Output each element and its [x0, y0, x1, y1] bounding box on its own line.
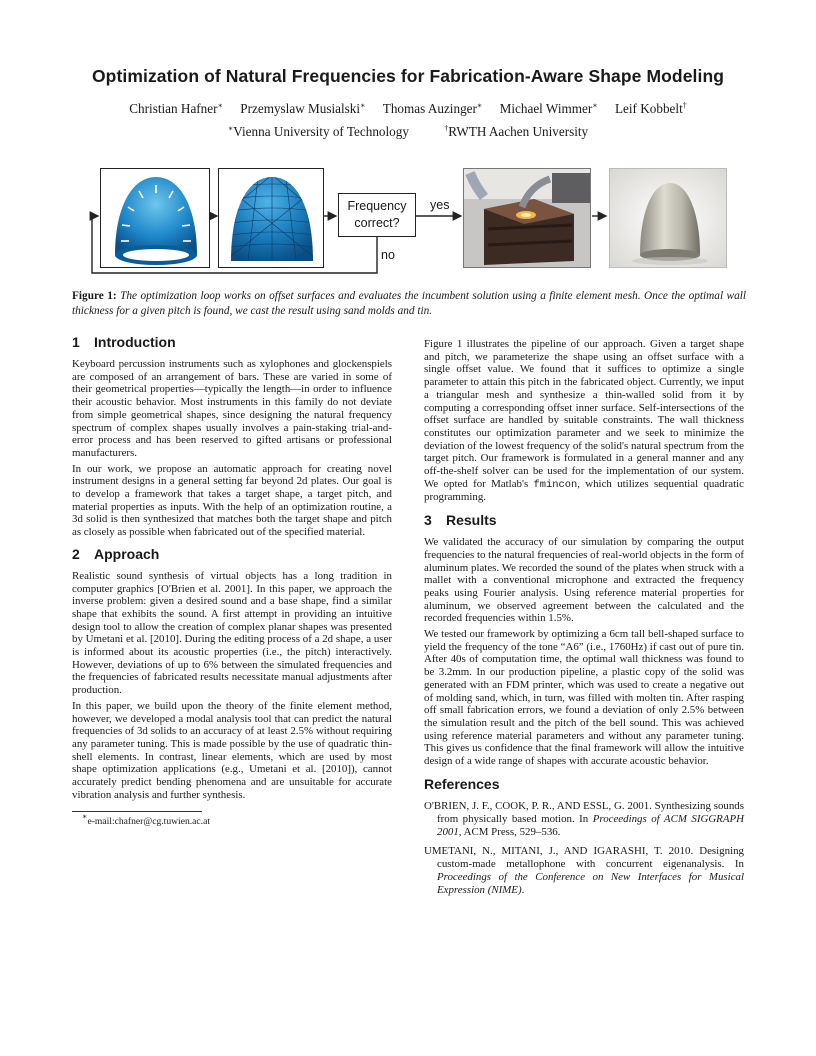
author-list	[60, 101, 756, 117]
finite-element-mesh-render	[218, 168, 324, 268]
paragraph: In this paper, we build upon the theory of the finite element method, however, we developed a modal analysis tool that can predict the natural frequencies of 3d solids to an accuracy of at least 2.5% without requiring any parameter tuning. This is made possible by the use of quadratic thin-shell elements. In contrast, linear elements, which are used by most shape optimization applications (e.g., Umetani et al. [2010]), cannot accurately predict bending phenomena and are unsuitable for accurate vibration analysis and further synthesis.	[72, 699, 392, 801]
paragraph: Realistic sound synthesis of virtual objects has a long tradition in computer graphics [O'Brien et al. 2001]. In this paper, we approach the inverse problem: given a desired sound and a base shape, find a similar shape that exhibits the sound. A first attempt in providing an intuitive design tool to allow the creation of complex planar shapes was presented by Umetani et al. [2010]. During the editing process of a 2d shape, a user is informed about its acoustic properties (i.e., the pitch) interactively. However, deviations of up to 6% between the simulated frequencies and the frequencies of fabricated results necessitate manual adjustments after production.	[72, 569, 392, 697]
code-fmincon: fmincon	[533, 478, 578, 491]
paragraph: In our work, we propose an automatic approach for creating novel instrument designs in a general setting far beyond 2d plates. Our goal is to develop a framework that takes a target shape, a target pitch, and material properties as inputs. With the help of an optimization routine, a 3d solid is then synthesized that matches both the target shape and pitch as closely as possible when fabricated out of the specified material.	[72, 462, 392, 539]
reference-entry: UMETANI, N., MITANI, J., AND IGARASHI, T. 2010. Designing custom-made metallophone with concurrent eigenanalysis. In Proceedings of the Conference on New Interfaces for Musical Expression (NIME).	[424, 844, 744, 896]
author: Thomas Auzinger∗	[382, 101, 483, 116]
section-heading-introduction: 1 Introduction	[72, 334, 176, 350]
offset-surface-render	[100, 168, 210, 268]
paragraph: Figure 1 illustrates the pipeline of our approach. Given a target shape and pitch, we parameterize the shape using an offset surface with a single offset value. We found that it suffices to optimize a single parameter to attain this pitch in the fabricated object. Currently, we input a triangular mesh and synthesize a thin-walled solid from it by computing a corresponding offset inner surface. Self-intersections of the offset surface are handled by suitable constraints. The wall thickness constitutes our optimization parameter and we seek to minimize the deviation of the lowest frequency of the solid's natural spectrum from the target pitch. Our framework is formulated in a general manner and any off-the-shelf solver can be used for the implementation of our system. We opted for Matlab's fmincon, which utilizes sequential quadratic programming.	[424, 338, 744, 504]
footnote-rule	[72, 811, 202, 812]
yes-label: yes	[430, 198, 450, 212]
affiliation-list	[60, 124, 756, 140]
right-column	[424, 338, 744, 903]
section-heading-references: References	[424, 775, 500, 792]
figure-caption	[72, 289, 746, 318]
caption-text: The optimization loop works on offset surfaces and evaluates the incumbent solution using a finite element mesh. Once the optimal wall thickness for a given pitch is found, we cast the result using sand molds and tin.	[72, 290, 746, 317]
author: Christian Hafner∗	[129, 101, 223, 116]
decision-text-line2: correct?	[354, 216, 400, 230]
author: Leif Kobbelt†	[614, 101, 687, 116]
affiliation: ∗Vienna University of Technology	[227, 124, 409, 139]
caption-label: Figure 1:	[72, 290, 117, 302]
affiliation: †RWTH Aachen University	[444, 124, 589, 139]
paragraph: We tested our framework by optimizing a 6cm tall bell-shaped surface to yield the frequency of the tone “A6” (i.e., 1760Hz) if cast out of pure tin. After 40s of computation time, the optimal wall thickness was found to be 3.2mm. In our production pipeline, a plastic copy of the solid was generated with an FDM printer, which was used to create a negative out of molding sand, which, in turn, was filled with molten tin. After rasping off small fabrication errors, we found a deviation of only 2.5% between the simulation result and the pitch of the bell sound. This was achieved using reference material parameters and without any parameter tuning. This gives us confidence that the final framework will allow the intuitive design of a wide range of shapes with accurate acoustic behavior.	[424, 628, 744, 768]
reference-entry: O'BRIEN, J. F., COOK, P. R., AND ESSL, G. 2001. Synthesizing sounds from physically based motion. In Proceedings of ACM SIGGRAPH 2001, ACM Press, 529–536.	[424, 799, 745, 838]
author: Michael Wimmer∗	[499, 101, 598, 116]
casting-photo	[463, 168, 591, 268]
frequency-check-box	[338, 193, 416, 237]
paragraph: Keyboard percussion instruments such as xylophones and glockenspiels are composed of an arrangement of bars. These are varied in some of their geometrical properties—typically the length—in order to influence their acoustic behavior. Most instruments in this family do not deviate from simple geometrical shapes, since designing the natural frequency spectrum of complex shapes usually involves a pain-staking trial-and-error process and has been reserved to gifted artisans or professional manufacturers.	[72, 358, 392, 459]
section-heading-approach: 2 Approach	[72, 545, 160, 562]
section-heading-results: 3 Results	[424, 512, 497, 529]
author: Przemyslaw Musialski∗	[240, 101, 366, 116]
decision-text-line1: Frequency	[347, 199, 407, 213]
paragraph: We validated the accuracy of our simulation by comparing the output frequencies to the natural frequencies of real-world objects in the form of aluminum plates. We recorded the sound of the plates when struck with a mallet with a conventional microphone and extracted the frequency peaks using Fourier analysis. Using reference material properties for aluminum, we observed agreement between the calculated and the recorded frequencies within 1.5%.	[424, 536, 744, 625]
paper-title: Optimization of Natural Frequencies for Fabrication-Aware Shape Modeling	[91, 66, 725, 86]
footnote: ∗e-mail:chafner@cg.tuwien.ac.at	[82, 811, 211, 827]
no-label: no	[381, 248, 395, 262]
left-column	[72, 334, 392, 828]
tin-bell-photo	[609, 168, 727, 268]
pipeline-figure	[84, 164, 734, 280]
